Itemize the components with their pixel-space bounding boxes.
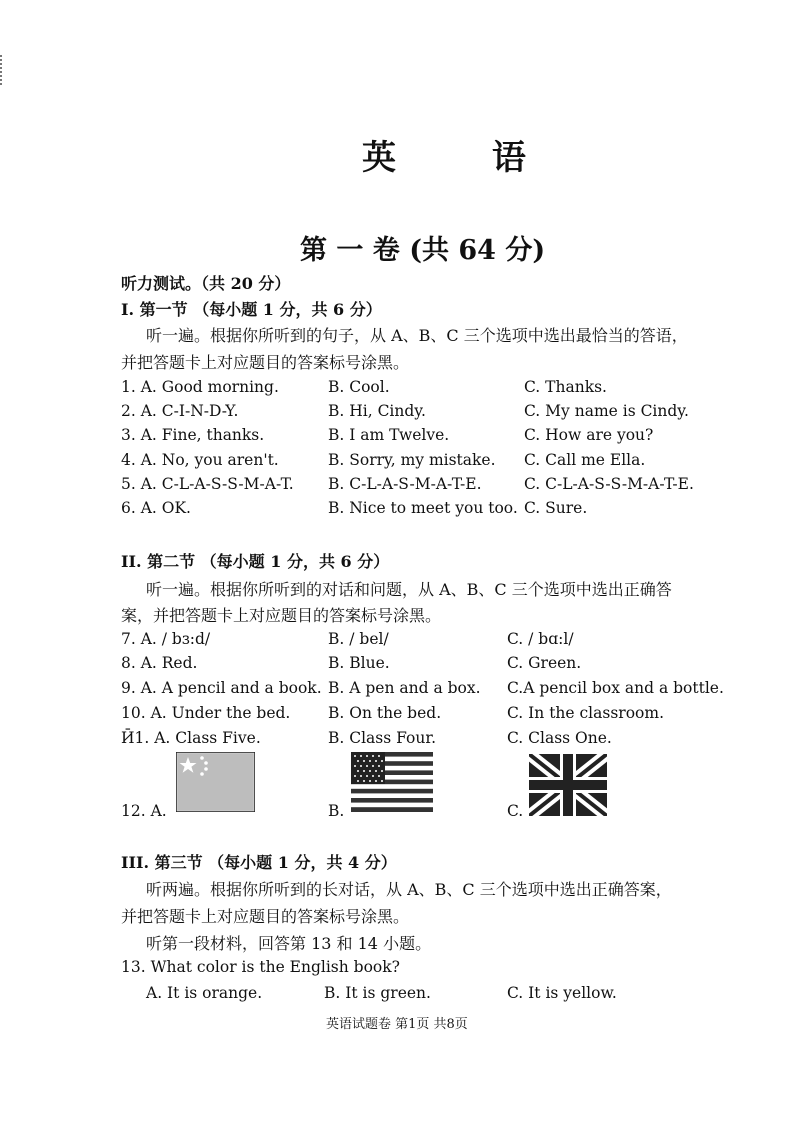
q9-option-b: B. A pen and a box. <box>328 679 481 697</box>
q11-option-b: B. Class Four. <box>328 729 436 747</box>
section-2-instruction-line1: 听一遍。根据你所听到的对话和问题，从 A、B、C 三个选项中选出正确答 <box>146 580 672 599</box>
usa-flag-icon <box>351 752 433 812</box>
section-3-instruction-line3: 听第一段材料，回答第 13 和 14 小题。 <box>146 934 432 953</box>
page-title: 英 语 <box>362 138 568 178</box>
q11-option-c: C. Class One. <box>507 729 612 747</box>
q11-option-a: Ӣ1. A. Class Five. <box>121 729 261 747</box>
q1-option-a: 1. A. Good morning. <box>121 378 279 396</box>
section-1-header: I. 第一节 （每小题 1 分，共 6 分） <box>121 300 382 319</box>
q8-option-b: B. Blue. <box>328 654 390 672</box>
q4-option-a: 4. A. No, you aren't. <box>121 451 279 469</box>
section-1-instruction-line1: 听一遍。根据你所听到的句子，从 A、B、C 三个选项中选出最恰当的答语， <box>146 326 688 345</box>
q5-option-a: 5. A. C-L-A-S-S-M-A-T. <box>121 475 294 493</box>
q6-option-a: 6. A. OK. <box>121 499 191 517</box>
listening-header: 听力测试。（共 20 分） <box>121 274 291 293</box>
section-3-header: III. 第三节 （每小题 1 分，共 4 分） <box>121 853 397 872</box>
section-2-instruction-line2: 案，并把答题卡上对应题目的答案标号涂黑。 <box>121 606 442 625</box>
page-footer: 英语试题卷 第1页 共8页 <box>326 1017 468 1032</box>
q7-option-b: B. / bel/ <box>328 630 389 648</box>
q3-option-a: 3. A. Fine, thanks. <box>121 426 265 444</box>
q8-option-c: C. Green. <box>507 654 582 672</box>
q10-option-c: C. In the classroom. <box>507 704 664 722</box>
q9-option-a: 9. A. A pencil and a book. <box>121 679 322 697</box>
q2-option-a: 2. A. C-I-N-D-Y. <box>121 402 239 420</box>
section-3-instruction-line2: 并把答题卡上对应题目的答案标号涂黑。 <box>121 907 410 926</box>
uk-flag-icon <box>529 754 607 816</box>
q1-option-b: B. Cool. <box>328 378 390 396</box>
section-2-header: II. 第二节 （每小题 1 分，共 6 分） <box>121 552 390 571</box>
q12-option-a: 12. A. <box>121 802 167 820</box>
q3-option-b: B. I am Twelve. <box>328 426 450 444</box>
q1-option-c: C. Thanks. <box>524 378 607 396</box>
q13-option-b: B. It is green. <box>324 984 431 1002</box>
q12-option-b: B. <box>328 802 345 820</box>
volume-title: 第 一 卷 (共 64 分) <box>300 235 546 266</box>
q10-option-a: 10. A. Under the bed. <box>121 704 291 722</box>
q2-option-c: C. My name is Cindy. <box>524 402 689 420</box>
q4-option-c: C. Call me Ella. <box>524 451 646 469</box>
q4-option-b: B. Sorry, my mistake. <box>328 451 496 469</box>
q3-option-c: C. How are you? <box>524 426 654 444</box>
section-1-instruction-line2: 并把答题卡上对应题目的答案标号涂黑。 <box>121 353 410 372</box>
q13-option-c: C. It is yellow. <box>507 984 617 1002</box>
q13-option-a: A. It is orange. <box>146 984 263 1002</box>
q8-option-a: 8. A. Red. <box>121 654 198 672</box>
section-3-instruction-line1: 听两遍。根据你所听到的长对话，从 A、B、C 三个选项中选出正确答案， <box>146 880 672 899</box>
q10-option-b: B. On the bed. <box>328 704 442 722</box>
q12-option-c: C. <box>507 802 524 820</box>
q9-option-c: C.A pencil box and a bottle. <box>507 679 724 697</box>
q2-option-b: B. Hi, Cindy. <box>328 402 426 420</box>
scan-edge-marks <box>0 55 5 85</box>
q7-option-a: 7. A. / bɜ:d/ <box>121 630 211 648</box>
q13-stem: 13. What color is the English book? <box>121 958 400 976</box>
q6-option-b: B. Nice to meet you too. <box>328 499 518 517</box>
china-flag-icon <box>176 752 255 812</box>
q5-option-c: C. C-L-A-S-S-M-A-T-E. <box>524 475 694 493</box>
q7-option-c: C. / bɑ:l/ <box>507 630 574 648</box>
q5-option-b: B. C-L-A-S-M-A-T-E. <box>328 475 482 493</box>
q6-option-c: C. Sure. <box>524 499 588 517</box>
